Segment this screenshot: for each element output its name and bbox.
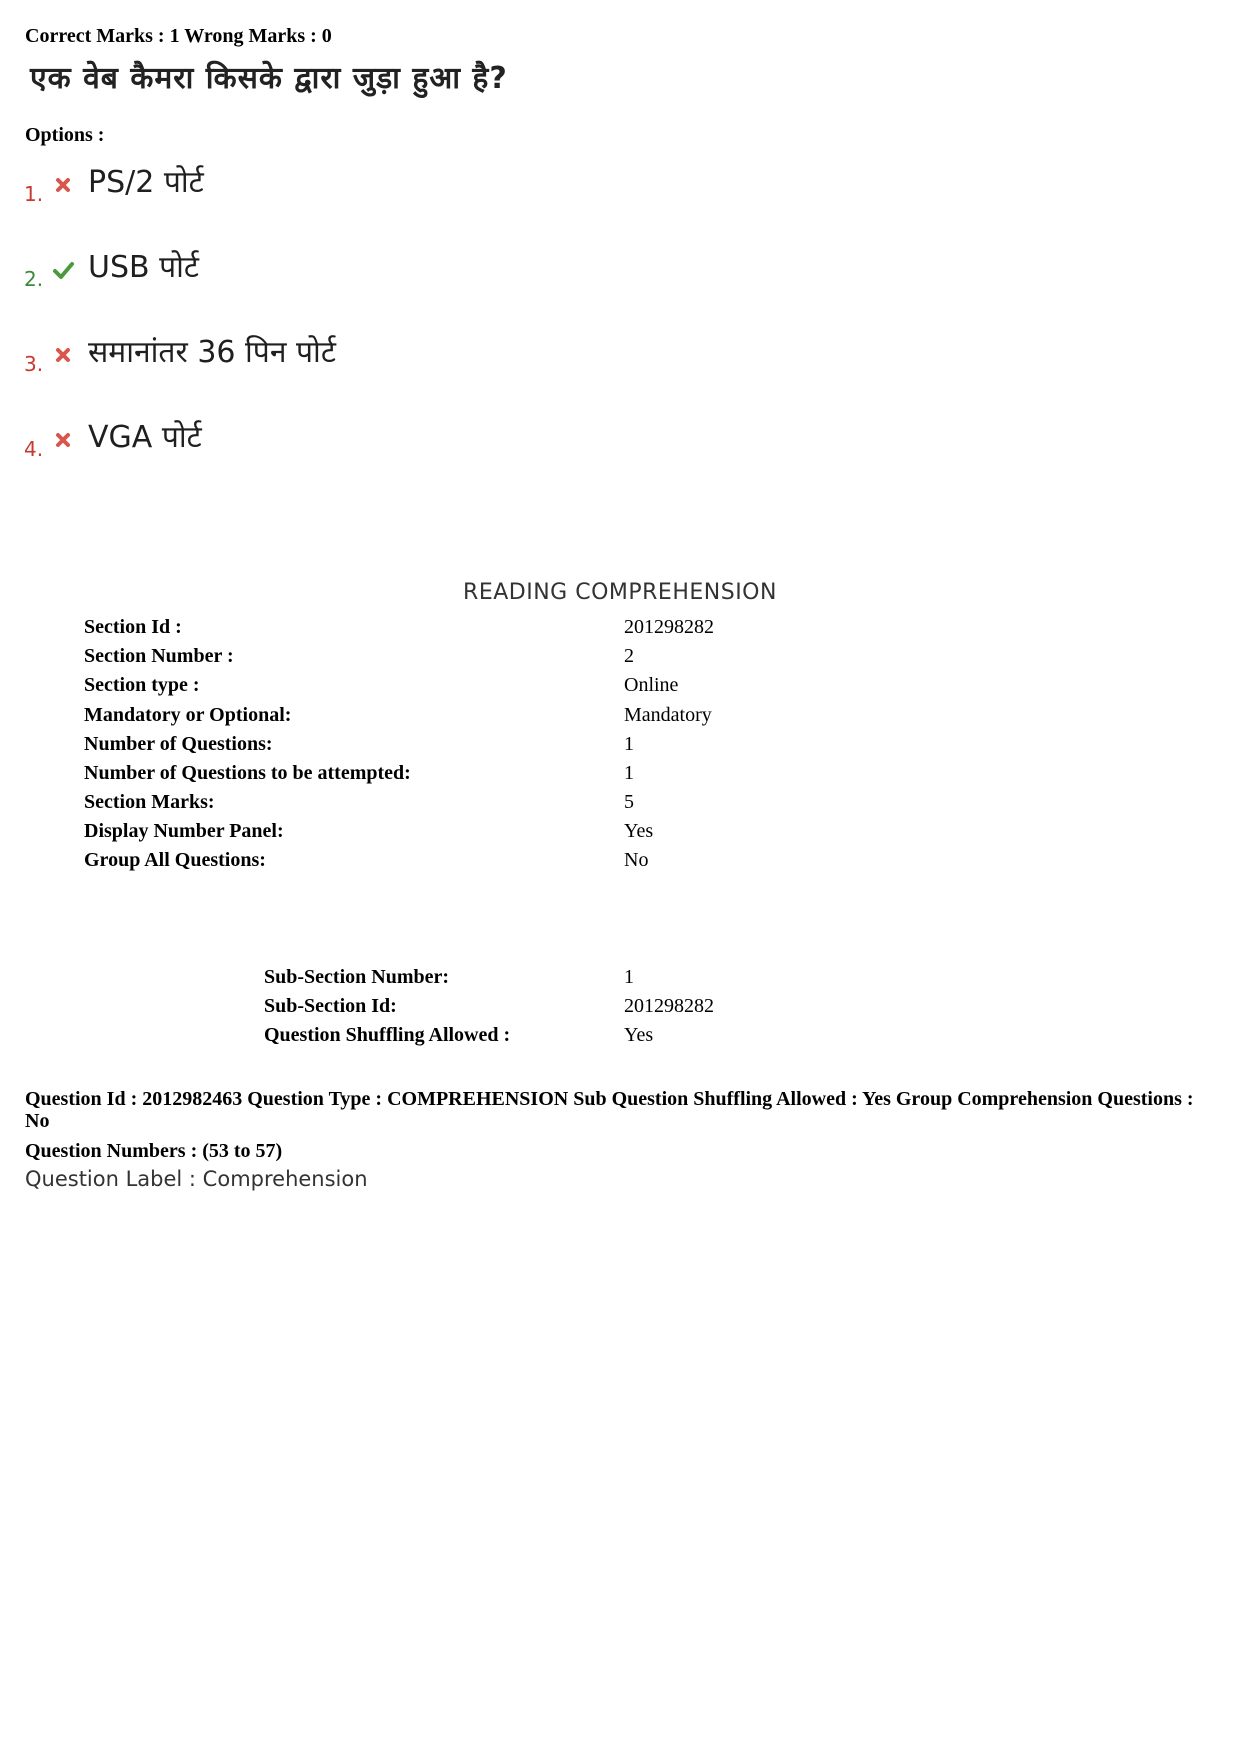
option-number: 2. <box>24 267 44 291</box>
cross-icon <box>52 174 74 196</box>
option-text: USB पोर्ट <box>88 250 200 285</box>
display-number-panel-label: Display Number Panel: <box>84 820 284 842</box>
subsection-id-label: Sub-Section Id: <box>264 995 397 1017</box>
options-label: Options : <box>25 124 105 146</box>
option-text: VGA पोर्ट <box>88 420 202 455</box>
question-shuffling-value: Yes <box>624 1024 654 1046</box>
section-id-value: 201298282 <box>624 616 714 638</box>
marks-line: Correct Marks : 1 Wrong Marks : 0 <box>25 25 332 47</box>
option-number: 3. <box>24 352 44 376</box>
section-marks-value: 5 <box>624 791 634 813</box>
question-info: Question Id : 2012982463 Question Type : COMPREHENSION Sub Question Shuffling Allowed : Yes Group Comprehension Questions : No <box>25 1088 1194 1132</box>
section-title: READING COMPREHENSION <box>463 580 777 605</box>
section-number-label: Section Number : <box>84 645 234 667</box>
section-id-label: Section Id : <box>84 616 182 638</box>
group-all-questions-value: No <box>624 849 649 871</box>
question-text: एक वेब कैमरा किसके द्वारा जुड़ा हुआ है? <box>30 61 508 96</box>
section-type-value: Online <box>624 674 679 696</box>
group-all-questions-label: Group All Questions: <box>84 849 266 871</box>
number-of-questions-label: Number of Questions: <box>84 733 273 755</box>
cross-icon <box>52 429 74 451</box>
option-1 <box>24 160 484 210</box>
cross-icon <box>52 344 74 366</box>
option-text: समानांतर 36 पिन पोर्ट <box>88 335 336 370</box>
question-shuffling-label: Question Shuffling Allowed : <box>264 1024 511 1046</box>
option-number: 1. <box>24 182 44 206</box>
display-number-panel-value: Yes <box>624 820 654 842</box>
subsection-number-label: Sub-Section Number: <box>264 966 450 988</box>
check-icon <box>50 259 76 281</box>
number-of-questions-value: 1 <box>624 733 634 755</box>
mandatory-value: Mandatory <box>624 704 712 726</box>
mandatory-label: Mandatory or Optional: <box>84 704 292 726</box>
option-text: PS/2 पोर्ट <box>88 165 204 200</box>
option-number: 4. <box>24 437 44 461</box>
option-2 <box>24 245 484 295</box>
questions-attempted-label: Number of Questions to be attempted: <box>84 762 411 784</box>
subsection-id-value: 201298282 <box>624 995 714 1017</box>
question-label: Question Label : Comprehension <box>25 1167 368 1191</box>
option-4 <box>24 415 484 465</box>
section-marks-label: Section Marks: <box>84 791 215 813</box>
subsection-number-value: 1 <box>624 966 634 988</box>
section-type-label: Section type : <box>84 674 200 696</box>
question-numbers: Question Numbers : (53 to 57) <box>25 1140 283 1162</box>
option-3 <box>24 330 484 380</box>
questions-attempted-value: 1 <box>624 762 634 784</box>
section-number-value: 2 <box>624 645 634 667</box>
